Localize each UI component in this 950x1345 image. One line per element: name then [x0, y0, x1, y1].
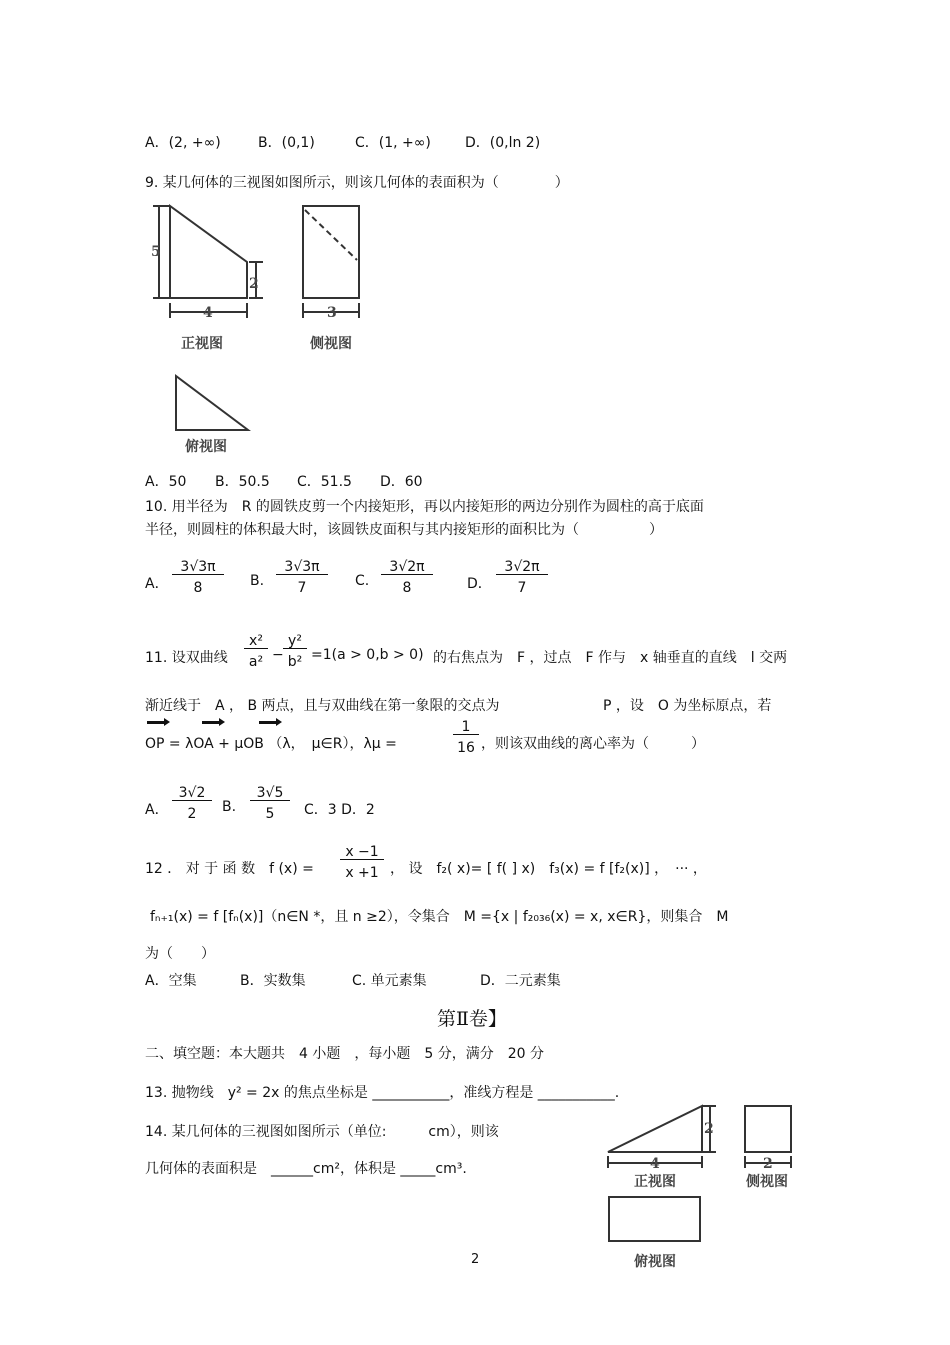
q11-frac-y: $\frac{\text{y²}}{\text{b²}}$ [283, 634, 307, 669]
q9-top-view [176, 376, 248, 430]
q9-three-view-figure [145, 198, 375, 460]
q11-vector-equation: OP = λOA + μOB （λ， μ∈R），λμ = [145, 736, 397, 752]
q14-dim-2-width: 2 [763, 1156, 773, 1172]
q14-dim-4: 4 [650, 1156, 660, 1172]
q14-three-view-figure [600, 1100, 805, 1272]
q9-top-label: 俯视图 [185, 439, 227, 455]
q10-option-b-label: B. [250, 573, 265, 589]
q11-minus: − [272, 647, 284, 663]
q12-option-a: A．空集 [145, 973, 197, 989]
q12-line2: fₙ₊₁(x) = f [fₙ(x)]（n∈N *，且 n ≥2），令集合 M ={x | f₂₀₃₆(x) = x, x∈R}，则集合 M [150, 909, 729, 925]
q11-option-b-label: B. [222, 799, 237, 815]
q12-function-fraction: $\frac{x -1}{x +1}$ [340, 845, 384, 880]
q8-option-a: A．(2, +∞) [145, 135, 221, 151]
q10-option-c-fraction: $\frac{3√2\pi}{8}$ [381, 560, 433, 595]
q10-option-d-label: D． [467, 576, 492, 592]
q11-option-a-fraction: $\frac{3√2}{2}$ [172, 786, 212, 821]
q9-option-d: D．60 [380, 474, 423, 490]
q9-dim-4: 4 [203, 305, 213, 321]
q11-vector-arrow-op [147, 721, 167, 724]
q11-option-b-fraction: $\frac{3√5}{5}$ [250, 786, 290, 821]
part2-title: 第Ⅱ卷】 [437, 1008, 507, 1030]
q9-dim-2: 2 [249, 276, 259, 292]
q11-tail: ，则该双曲线的离心率为（ ） [481, 736, 705, 752]
q9-dim-3: 3 [327, 305, 337, 321]
q12-option-d: D．二元素集 [480, 973, 561, 989]
q8-option-b: B．(0,1) [258, 135, 315, 151]
q11-lambda-mu-fraction: $\frac{1}{16}$ [453, 720, 479, 755]
q9-option-b: B．50.5 [215, 474, 270, 490]
q8-option-c: C．(1, +∞) [355, 135, 431, 151]
q11-line2a: 渐近线于 A ， B 两点，且与双曲线在第一象限的交点为 [145, 698, 500, 714]
q12-option-b: B．实数集 [240, 973, 306, 989]
q12-prefix: 12 ． 对 于 函 数 f (x) = [145, 861, 314, 877]
q12-option-c: C. 单元素集 [352, 973, 427, 989]
q14-line2: 几何体的表面积是 ______cm²，体积是 _____cm³. [145, 1161, 467, 1177]
q14-side-label: 侧视图 [746, 1174, 788, 1190]
q14-dim-2-height: 2 [704, 1121, 714, 1137]
q11-stem-a: 的右焦点为 F ，过点 F 作与 x 轴垂直的直线 l 交两 [433, 650, 788, 666]
q10-option-d-fraction: $\frac{3√2\pi}{7}$ [496, 560, 548, 595]
q11-prefix: 11. 设双曲线 [145, 650, 228, 666]
q10-option-a-fraction: $\frac{3√3\pi}{8}$ [172, 560, 224, 595]
q9-option-c: C．51.5 [297, 474, 352, 490]
q12-part2: ， 设 f₂( x)= [ f( ] x) f₃(x) = f [f₂(x)] ， ··· ， [390, 861, 707, 877]
q9-option-a: A．50 [145, 474, 187, 490]
fill-in-heading: 二、填空题：本大题共 4 小题 ，每小题 5 分，满分 20 分 [145, 1046, 544, 1062]
q11-option-a-label: A． [145, 802, 169, 818]
q12-line3: 为（ ） [145, 946, 215, 962]
q14-front-view [608, 1106, 716, 1168]
q11-frac-x: $\frac{\text{x²}}{\text{a²}}$ [244, 634, 268, 669]
q9-side-label: 侧视图 [310, 336, 352, 352]
q9-front-label: 正视图 [181, 336, 223, 352]
q10-option-c-label: C. [355, 573, 370, 589]
q11-vector-arrow-oa [202, 721, 222, 724]
q11-line2b: P ，设 O 为坐标原点，若 [603, 698, 772, 714]
q13-text: 13. 抛物线 y² = 2x 的焦点坐标是 ___________，准线方程是 ___________. [145, 1085, 620, 1101]
q9-dim-5: 5 [151, 244, 161, 260]
q10-stem-line1: 10. 用半径为 R 的圆铁皮剪一个内接矩形，再以内接矩形的两边分别作为圆柱的高于底面 [145, 499, 704, 515]
q9-stem: 9. 某几何体的三视图如图所示，则该几何体的表面积为（ ） [145, 175, 569, 191]
q10-option-b-fraction: $\frac{3√3\pi}{7}$ [276, 560, 328, 595]
q11-options-cd: C．3 D．2 [304, 802, 375, 818]
q14-top-label: 俯视图 [634, 1254, 676, 1270]
q9-side-view [303, 206, 359, 318]
q14-line1: 14. 某几何体的三视图如图所示（单位: cm），则该 [145, 1124, 499, 1140]
q14-front-label: 正视图 [634, 1174, 676, 1190]
q10-option-a-label: A． [145, 576, 169, 592]
q10-stem-line2: 半径，则圆柱的体积最大时，该圆铁皮面积与其内接矩形的面积比为（ ） [145, 522, 663, 538]
q11-vector-arrow-ob [259, 721, 279, 724]
q9-front-view [153, 206, 263, 318]
q11-condition: =1(a > 0,b > 0) [311, 647, 424, 663]
q8-option-d: D．(0,ln 2) [465, 135, 541, 151]
q14-top-view [609, 1197, 700, 1241]
page-number: 2 [471, 1252, 480, 1267]
